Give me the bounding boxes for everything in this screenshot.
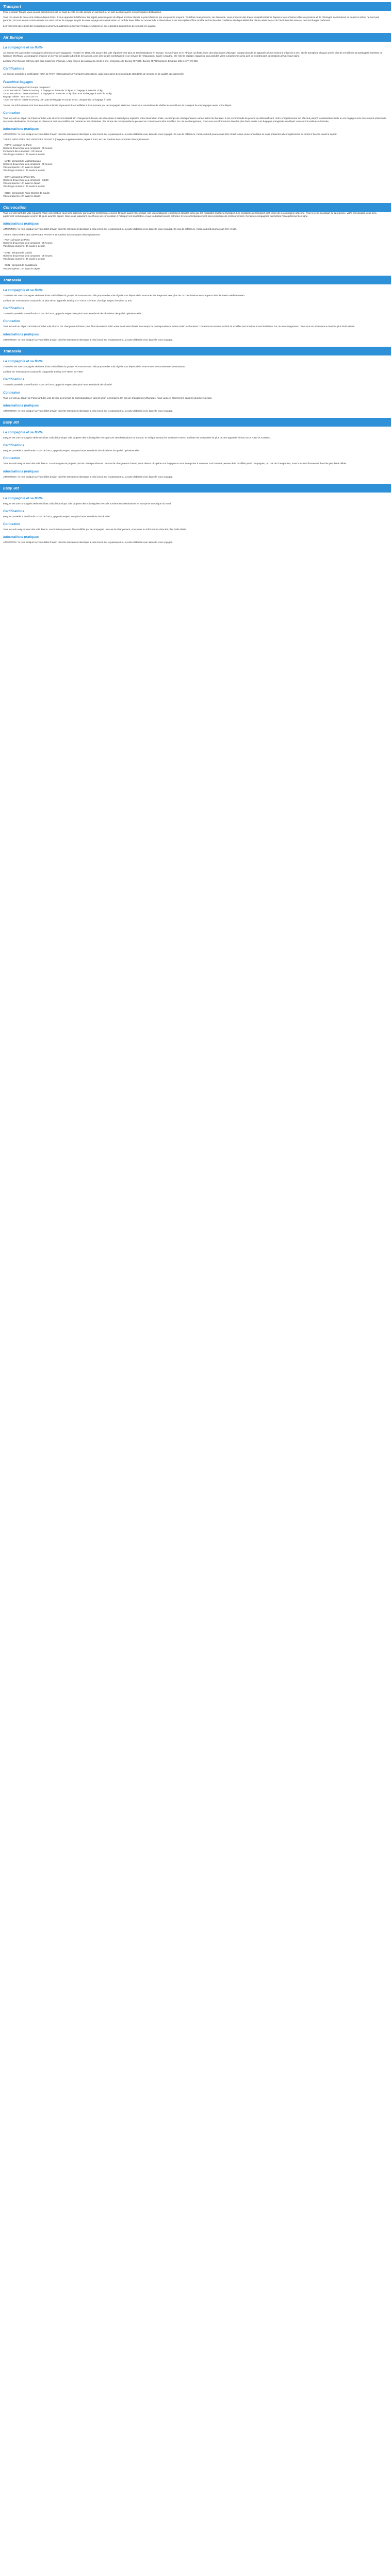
paragraph: easyJet possède la certification IOSA de l'IATA, gage du respect des plus hauts standards de sécurité. [3, 515, 110, 518]
page [0, 2, 391, 555]
section-header: Easy Jet [0, 418, 391, 427]
info-line: Vols longs courriers : 3h avant le départ [3, 258, 45, 261]
paragraph: Tous les vols easyJet sont des vols directs. Les horaires peuvent être modifiés par la compagnie ; en cas de changement, nous vous en informerons dans les plus brefs délais. [3, 528, 187, 531]
subsection-title: Connexion [3, 391, 21, 395]
section-header: Transport [0, 2, 391, 11]
subsection-title: Certifications [3, 509, 24, 513]
paragraph: La flotte de Transavia est composée d'appareils Boeing 737-700 et 737-800. [3, 370, 84, 374]
info-line: Horaires d'ouverture des comptoirs : 05 heures [3, 162, 53, 165]
paragraph: Tous les vols sont des vols réguliers. Votre convocation vous sera adressée par courrier électronique environ 10 jours avant votre départ, elle vous indiquera les horaires définitifs ainsi que les modalités d'accès à l'aéroport. Les conditions de transport sont celles de la compagnie aérienne. Pour les vols au départ de la province, votre convocation vous sera également communiquée environ 10 jours avant le départ. Nous vous rappelons que l'heure de convocation à l'aéroport est impérative et que tout retard pourra entraîner le refus d'embarquement sans possibilité de remboursement. Certaines compagnies permettent l'enregistrement en ligne. [3, 212, 377, 218]
subsection-title: La compagnie et sa flotte [3, 430, 43, 434]
info-line: Horaires d'ouverture des comptoirs : 05 heures [3, 254, 53, 257]
info-line: - RCY : aéroport de Paris [3, 238, 30, 241]
info-list [3, 144, 388, 198]
paragraph: ATTENTION : le nom indiqué sur votre billet d'avion doit être strictement identique à celui inscrit sur le passeport ou la carte d'identité avec laquelle vous voyagez. En cas de différence, l'accès à bord pourra vous être refusé. [3, 228, 237, 231]
paragraph: easyJet est une compagnie aérienne à bas coûts britannique. Elle propose des vols réguliers vers de nombreuses destinations en Europe et en Afrique du Nord. [3, 502, 172, 505]
subsection-title: Informations pratiques [3, 469, 39, 473]
info-line: La franchise bagage d'Air Europe comprend : [3, 86, 51, 89]
info-line: - ROYC : aéroport de Paris [3, 143, 32, 146]
subsection-title: Informations pratiques [3, 403, 39, 408]
paragraph: ATTENTION : le nom indiqué sur votre billet d'avion doit être strictement identique à celui inscrit sur le passeport ou la carte d'identité avec laquelle vous voyagez. [3, 541, 173, 544]
paragraph: ATTENTION : le nom indiqué sur votre billet d'avion doit être strictement identique à celui inscrit sur le passeport ou la carte d'identité avec laquelle vous voyagez. [3, 409, 173, 412]
info-line: Vols européens : 2h avant le départ [3, 166, 41, 169]
info-line: Vols longs courriers : 3h avant le départ [3, 245, 45, 248]
paragraph: Transavia possède la certification IOSA de l'IATA, gage du respect des plus hauts standards de sécurité et de qualité opérationnelle. [3, 312, 142, 315]
subsection-title: Franchise bagages [3, 80, 33, 84]
info-line: - ORY : aéroport de Paris-Orly [3, 175, 35, 178]
paragraph: TARIFS INDICATIFS DES SERVICES PAYANTS (bagages supplémentaires, repas à bord, etc.) et horaires des comptoirs d'enregistrement : [3, 138, 151, 141]
paragraph: ATTENTION : le nom indiqué sur votre billet d'avion doit être strictement identique à celui inscrit sur le passeport ou la carte d'identité avec laquelle vous voyagez. [3, 475, 173, 478]
info-line: Vols longs courriers : 3h avant le départ [3, 153, 45, 156]
paragraph: Tous nos devis de base sont réalisés depuis Paris, il vous appartient d'effectuer les trajets jusqu'au point de départ et retour depuis le point d'arrivée par vos propres moyens. Toutefois nous pouvons, sur demande, vous proposer des trajets complémentaires depuis et vers d'autres villes de province et de l'étranger. Les horaires de départ et retour ne sont pas garantis ; ils vous seront communiqués sur votre carnet de voyage. Le prix de votre voyage est calculé selon un tarif de base défini au moment de la réservation, il est susceptible d'être modifié en fonction des conditions de disponibilité des places aériennes et de l'évolution des taxes et des surcharges carburant. [3, 16, 379, 22]
subsection-title: Connexion [3, 456, 21, 461]
subsection-title: Informations pratiques [3, 127, 39, 131]
subsection-title: La compagnie et sa flotte [3, 288, 43, 292]
info-list [3, 239, 388, 270]
paragraph: Les vols sont opérés par des compagnies aériennes autorisées à survoler l'espace européen et qui répondent aux normes de sécurité en vigueur. [3, 24, 156, 27]
subsection-title: Certifications [3, 444, 24, 448]
paragraph: easyJet est une compagnie aérienne à bas coûts britannique. Elle propose des vols réguliers vers plus de 150 destinations en Europe, en Afrique du Nord et au Moyen-Orient. Sa flotte est composée de plus de 300 appareils Airbus A319, A320 et A321neo. [3, 436, 271, 439]
paragraph: TARIFS INDICATIFS DES SERVICES PAYANTS et horaires des comptoirs d'enregistrement : [3, 233, 102, 236]
section-header: Transavia [0, 347, 391, 355]
paragraph: La flotte de Transavia est composée de plus de 80 appareils Boeing 737-700 et 737-800, d'un âge moyen d'environ 11 ans. [3, 299, 133, 302]
info-line: Vols européens : 2h avant le départ [3, 194, 41, 197]
section-header: Air Europe [0, 33, 391, 42]
subsection-title: Informations pratiques [3, 535, 39, 539]
paragraph: Pour le départ Tanger, vous pouvez sélectionner soit un trajet de ville en ville depuis un aéroport ou un port au choix parmi nos principales destinations. [3, 11, 162, 13]
info-list [3, 86, 388, 102]
subsection-title: Connexion [3, 111, 21, 115]
info-line: - MAD : aéroport de Madrid [3, 251, 32, 254]
info-line: - MAD : aéroport de Madrid-Barajas [3, 159, 41, 162]
subsection-title: Connexion [3, 319, 21, 324]
paragraph: Tous les vols au départ de Paris sont des vols directs. Un changement d'avion peut être nécessaire selon votre destination finale. Les temps de correspondance varient selon les horaires. Transavia se réserve le droit de modifier ses horaires et ses itinéraires. En cas de changement, nous vous en informerons dans les plus brefs délais. [3, 325, 355, 328]
subsection-title: La compagnie et sa flotte [3, 359, 43, 363]
subsection-title: Certifications [3, 378, 24, 382]
info-line: Vols européens : 2h avant le départ [3, 182, 41, 185]
subsection-title: Informations pratiques [3, 332, 39, 336]
info-line: - pour les vols en classe Economy Lite : pas de bagage en soute inclus, uniquement un bagage à main [3, 98, 111, 101]
info-line: Horaires d'ouverture des comptoirs : 05 heures [3, 242, 53, 245]
subsection-title: La compagnie et sa flotte [3, 496, 43, 500]
subsection-title: Connexion [3, 522, 21, 527]
info-line: Horaires d'ouverture des comptoirs : 04h30 [3, 178, 48, 181]
subsection-title: Certifications [3, 67, 24, 71]
info-line: Horaires d'ouverture des comptoirs : 05 heures [3, 146, 53, 149]
paragraph: Tous les vols au départ de Paris sont des vols directs. Les temps de correspondance varient selon les horaires. En cas de changement d'horaires, nous vous en informerons dans les plus brefs délais. [3, 396, 213, 399]
paragraph: Transavia est une compagnie aérienne à bas coûts filiale du groupe Air France-KLM. Elle propose des vols réguliers au départ de la France vers de nombreuses destinations. [3, 365, 186, 368]
section-header: Easy Jet [0, 484, 391, 493]
section-header: Transavia [0, 276, 391, 284]
info-line: Vols longs courriers : 3h avant le départ [3, 185, 45, 188]
paragraph: ATTENTION : le nom indiqué sur votre billet d'avion doit être strictement identique à celui inscrit sur le passeport ou la carte d'identité avec laquelle vous voyagez. [3, 338, 173, 341]
paragraph: Transavia est une compagnie aérienne à bas coûts filiale du groupe Air France-KLM. Elle propose des vols réguliers au départ de la France et des Pays-Bas vers plus de 110 destinations en Europe et dans le bassin méditerranéen. [3, 294, 246, 297]
info-line: Vols européens : 2h avant le départ [3, 267, 41, 270]
paragraph: Tous les vols easyJet sont des vols directs. La compagnie ne propose pas de correspondances ; en cas de changement d'avion, vous devrez récupérer vos bagages et vous enregistrer à nouveau. Les horaires peuvent être modifiés par la compagnie ; en cas de changement, nous vous en informerons dans les plus brefs délais. [3, 462, 347, 465]
paragraph: ATTENTION : le nom indiqué sur votre billet d'avion doit être strictement identique à celui inscrit sur le passeport ou la carte d'identité avec laquelle vous voyagez. En cas de différence, l'accès à bord pourra vous être refusé. Nous vous conseillons de vous présenter à l'enregistrement au moins 2 heures avant le départ. [3, 133, 337, 136]
paragraph: Tous les vols au départ de Paris sont des vols directs vers Madrid. Un changement d'avion est nécessaire à Madrid pour rejoindre votre destination finale. Les temps de correspondance varient selon les horaires, il est recommandé de prévoir un délai suffisant. Votre enregistrement est effectué jusqu'à la destination finale et vos bagages sont directement acheminés vers votre destination. Air Europe se réserve le droit de modifier ses horaires et ses itinéraires ; les temps de correspondance peuvent en conséquence être modifiés. En cas de changement, nous vous en informerons dans les plus brefs délais. Les bagages enregistrés au départ vous seront restitués à l'arrivée. [3, 116, 386, 123]
info-line: - pour les vols en classe Economy : 1 bagage en soute de 23 kg et un bagage à main de 10 kg [3, 89, 103, 92]
paragraph: Air Europe possède la certification IOSA de l'IATA (International Air Transport Association), gage du respect des plus hauts standards de sécurité et de qualité opérationnelle. [3, 73, 185, 76]
section-header: Convocation [0, 203, 391, 212]
paragraph: La flotte d'Air Europe est l'une des plus modernes d'Europe. L'âge moyen des appareils est de 5 ans, composée de Boeing 737-800, Boeing 787 Dreamliner, Embraer 195 et ATR 72-600. [3, 60, 199, 63]
info-line: Bagage cabine : 55 x 35 x 25 cm [3, 95, 38, 98]
subsection-title: La compagnie et sa flotte [3, 45, 43, 49]
info-line: - pour les vols en classe Business : 2 bagages en soute de 23 kg chacun et un bagage à main de 10 kg [3, 92, 112, 95]
paragraph: Air Europe est la première compagnie aérienne privée espagnole. Fondée en 1986, elle assure des vols réguliers vers plus de 60 destinations en Europe, en Amérique et en Afrique. Sa flotte, l'une des plus jeunes d'Europe, compte plus de 60 appareils d'une moyenne d'âge de 5 ans, et elle transporte chaque année plus de 10 millions de passagers. Membre de l'alliance SkyTeam, la compagnie propose un service de qualité à bord de ses avions, avec des sièges confortables et un service de restauration. Basée à Madrid, elle relie la capitale espagnole aux grandes villes européennes ainsi qu'à de nombreuses destinations d'Amérique latine. [3, 51, 383, 58]
subsection-title: Certifications [3, 307, 24, 311]
paragraph: Transavia possède la certification IOSA de l'IATA, gage du respect des plus hauts standards de sécurité. [3, 383, 112, 386]
paragraph: easyJet possède la certification IOSA de l'IATA, gage du respect des plus hauts standards de sécurité et de qualité opérationnelle. [3, 449, 140, 452]
info-line: - CDG : aéroport de Paris-Charles de Gaulle [3, 191, 50, 194]
info-line: Vols longs courriers : 3h avant le départ [3, 169, 45, 172]
info-line: - CMN : aéroport de Casablanca [3, 264, 38, 267]
subsection-title: Informations pratiques [3, 222, 39, 226]
paragraph: Toutes ces informations sont données à titre indicatif et peuvent être modifiées à tout moment par la compagnie aérienne. Nous vous conseillons de vérifier les conditions de transport de vos bagages avant votre départ. [3, 104, 232, 107]
info-line: Fermeture des comptoirs : 22 heures [3, 150, 42, 153]
